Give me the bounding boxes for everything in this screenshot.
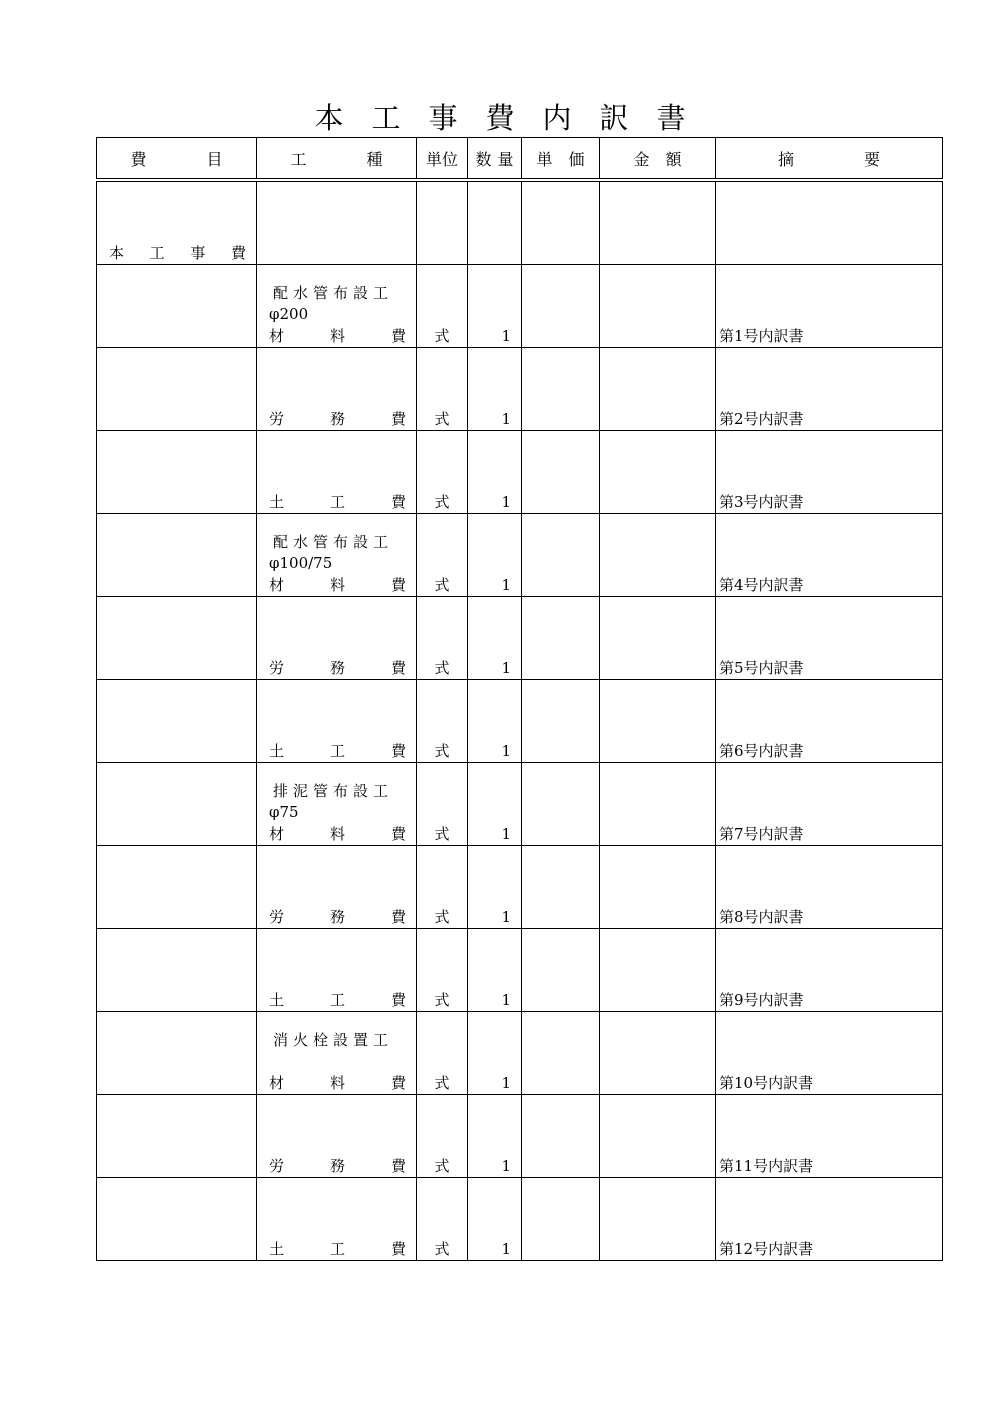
table-row — [97, 846, 943, 929]
cost-item-char: 費 — [390, 825, 406, 843]
cost-item-char: 費 — [390, 659, 406, 677]
note-value: 第8号内訳書 — [719, 908, 804, 926]
header-note-char: 要 — [864, 149, 881, 169]
cell-himoku — [97, 265, 257, 348]
table-header-row — [97, 138, 943, 181]
header-amount-char: 金 — [633, 149, 650, 169]
cell-note — [716, 514, 943, 597]
cost-item-char: 土 — [269, 742, 285, 760]
cost-item-char: 労 — [269, 659, 285, 677]
note-value: 第3号内訳書 — [719, 493, 804, 511]
cell-note — [716, 846, 943, 929]
cell-price — [522, 680, 600, 763]
unit-value: 式 — [434, 659, 450, 677]
cell-note — [716, 929, 943, 1012]
table-row-top — [97, 180, 943, 265]
table-body — [97, 265, 943, 1261]
cell-qty — [468, 846, 522, 929]
cost-item-char: 料 — [329, 327, 345, 345]
cell-unit — [417, 1178, 468, 1261]
header-price — [522, 138, 600, 181]
cost-item-char: 務 — [329, 908, 345, 926]
cell-kosyu — [257, 1095, 417, 1178]
cell-himoku — [97, 680, 257, 763]
cost-item — [257, 1072, 416, 1094]
cell-qty — [468, 1095, 522, 1178]
unit-value: 式 — [434, 825, 450, 843]
header-himoku — [97, 138, 257, 181]
pipe-diameter: φ75 — [269, 803, 299, 821]
cost-item — [257, 325, 416, 347]
cell-price — [522, 763, 600, 846]
cell-himoku — [97, 929, 257, 1012]
cost-item-char: 労 — [269, 410, 285, 428]
note-value: 第12号内訳書 — [719, 1240, 814, 1258]
note-value: 第7号内訳書 — [719, 825, 804, 843]
cell-himoku — [97, 514, 257, 597]
cell-unit — [417, 348, 468, 431]
quantity-value: 1 — [501, 659, 511, 677]
note-value: 第11号内訳書 — [719, 1157, 814, 1175]
himoku-char: 事 — [190, 244, 206, 262]
quantity-value: 1 — [501, 576, 511, 594]
cell-unit — [417, 763, 468, 846]
cost-item-char: 料 — [329, 825, 345, 843]
cell-price — [522, 597, 600, 680]
cost-item-char: 土 — [269, 991, 285, 1009]
cell-qty — [468, 929, 522, 1012]
unit-value: 式 — [434, 493, 450, 511]
cell-kosyu — [257, 597, 417, 680]
cell-price — [522, 846, 600, 929]
cell-unit — [417, 265, 468, 348]
cell-amount — [600, 348, 716, 431]
himoku-char: 本 — [109, 244, 125, 262]
cell-kosyu — [257, 431, 417, 514]
cell-kosyu — [257, 763, 417, 846]
cell-note — [716, 1012, 943, 1095]
table-row — [97, 1178, 943, 1261]
header-price-char: 単 — [536, 149, 553, 169]
table-row — [97, 597, 943, 680]
cost-item — [257, 740, 416, 762]
quantity-value: 1 — [501, 327, 511, 345]
document-title: 本工事費内訳書 — [314, 101, 714, 135]
header-kosyu-char: 種 — [366, 149, 383, 169]
header-amount-char: 額 — [665, 149, 682, 169]
table-row — [97, 929, 943, 1012]
cost-item-char: 費 — [390, 991, 406, 1009]
cell-kosyu — [257, 348, 417, 431]
note-value: 第5号内訳書 — [719, 659, 804, 677]
unit-value: 式 — [434, 1240, 450, 1258]
cell-note — [716, 680, 943, 763]
cell-unit — [417, 597, 468, 680]
cell-qty — [468, 1178, 522, 1261]
cell-price — [522, 929, 600, 1012]
cell-amount — [600, 514, 716, 597]
unit-value: 式 — [434, 327, 450, 345]
cell-himoku — [97, 1095, 257, 1178]
header-qty — [468, 138, 522, 181]
cost-item-char: 費 — [390, 908, 406, 926]
cost-item-char: 労 — [269, 908, 285, 926]
cell-note — [716, 180, 943, 265]
quantity-value: 1 — [501, 991, 511, 1009]
cost-item — [257, 906, 416, 928]
header-price-char: 価 — [568, 149, 585, 169]
unit-value: 式 — [434, 576, 450, 594]
cell-note — [716, 1178, 943, 1261]
pipe-diameter: φ200 — [269, 305, 309, 323]
cell-qty — [468, 348, 522, 431]
note-value: 第6号内訳書 — [719, 742, 804, 760]
cell-kosyu — [257, 1012, 417, 1095]
cost-item-char: 工 — [329, 493, 345, 511]
quantity-value: 1 — [501, 908, 511, 926]
quantity-value: 1 — [501, 742, 511, 760]
cell-amount — [600, 929, 716, 1012]
cell-note — [716, 1095, 943, 1178]
cell-price — [522, 1012, 600, 1095]
note-value: 第2号内訳書 — [719, 410, 804, 428]
header-note — [716, 138, 943, 181]
cell-qty — [468, 680, 522, 763]
cell-amount — [600, 1178, 716, 1261]
cost-item — [257, 657, 416, 679]
cost-item-char: 材 — [269, 825, 285, 843]
cell-himoku — [97, 180, 257, 265]
cost-item-char: 費 — [390, 410, 406, 428]
cell-kosyu — [257, 265, 417, 348]
himoku-char: 工 — [149, 244, 165, 262]
cell-amount — [600, 846, 716, 929]
table-row — [97, 763, 943, 846]
cell-kosyu — [257, 180, 417, 265]
pipe-diameter: φ100/75 — [269, 554, 333, 572]
unit-value: 式 — [434, 908, 450, 926]
cost-item-char: 工 — [329, 1240, 345, 1258]
cell-amount — [600, 680, 716, 763]
cost-item-char: 費 — [390, 576, 406, 594]
cell-himoku — [97, 431, 257, 514]
work-type-name: 配水管布設工 — [273, 284, 394, 302]
cost-item-char: 材 — [269, 1074, 285, 1092]
table-row — [97, 514, 943, 597]
cell-qty — [468, 431, 522, 514]
cost-item — [257, 1238, 416, 1260]
header-kosyu — [257, 138, 417, 181]
quantity-value: 1 — [501, 825, 511, 843]
cost-item — [257, 989, 416, 1011]
cost-item-char: 材 — [269, 576, 285, 594]
cost-item — [257, 823, 416, 845]
cost-item-char: 務 — [329, 659, 345, 677]
cost-item — [257, 1155, 416, 1177]
quantity-value: 1 — [501, 493, 511, 511]
cell-unit — [417, 431, 468, 514]
table-row — [97, 348, 943, 431]
cell-note — [716, 265, 943, 348]
cost-item-char: 費 — [390, 1240, 406, 1258]
table-row — [97, 1095, 943, 1178]
cost-item-char: 務 — [329, 410, 345, 428]
cost-item-char: 務 — [329, 1157, 345, 1175]
cost-item — [257, 408, 416, 430]
unit-value: 式 — [434, 742, 450, 760]
cell-qty — [468, 265, 522, 348]
cell-price — [522, 1178, 600, 1261]
cell-himoku — [97, 1012, 257, 1095]
pipe-diameter-blank — [257, 1051, 416, 1072]
breakdown-table — [96, 137, 943, 1261]
cell-himoku — [97, 846, 257, 929]
cell-qty — [468, 1012, 522, 1095]
cost-item-char: 材 — [269, 327, 285, 345]
header-unit: 単位 — [417, 138, 468, 181]
work-type-name: 配水管布設工 — [273, 533, 394, 551]
himoku-char: 費 — [230, 244, 246, 262]
header-amount — [600, 138, 716, 181]
cost-item-char: 費 — [390, 1074, 406, 1092]
cell-unit — [417, 1012, 468, 1095]
cell-qty — [468, 180, 522, 265]
cost-item-char: 土 — [269, 1240, 285, 1258]
note-value: 第10号内訳書 — [719, 1074, 814, 1092]
unit-value: 式 — [434, 1157, 450, 1175]
cell-himoku — [97, 348, 257, 431]
cell-himoku — [97, 597, 257, 680]
quantity-value: 1 — [501, 1157, 511, 1175]
note-value: 第4号内訳書 — [719, 576, 804, 594]
cell-kosyu — [257, 514, 417, 597]
table-row — [97, 265, 943, 348]
cell-kosyu — [257, 929, 417, 1012]
quantity-value: 1 — [501, 1240, 511, 1258]
cost-item-char: 費 — [390, 1157, 406, 1175]
cell-unit — [417, 1095, 468, 1178]
cell-unit — [417, 846, 468, 929]
cost-item — [257, 574, 416, 596]
cell-price — [522, 514, 600, 597]
cell-amount — [600, 763, 716, 846]
cell-price — [522, 348, 600, 431]
cell-note — [716, 431, 943, 514]
cell-himoku — [97, 763, 257, 846]
cost-item — [257, 491, 416, 513]
unit-value: 式 — [434, 1074, 450, 1092]
note-value: 第9号内訳書 — [719, 991, 804, 1009]
table-row — [97, 1012, 943, 1095]
cell-amount — [600, 597, 716, 680]
cell-amount — [600, 1095, 716, 1178]
quantity-value: 1 — [501, 410, 511, 428]
cost-item-char: 土 — [269, 493, 285, 511]
cost-item-char: 労 — [269, 1157, 285, 1175]
cost-item-char: 料 — [329, 1074, 345, 1092]
table-row — [97, 680, 943, 763]
quantity-value: 1 — [501, 1074, 511, 1092]
cell-note — [716, 763, 943, 846]
cost-item-char: 工 — [329, 991, 345, 1009]
note-value: 第1号内訳書 — [719, 327, 804, 345]
header-himoku-char: 目 — [206, 149, 223, 169]
cell-price — [522, 180, 600, 265]
cell-amount — [600, 265, 716, 348]
cell-price — [522, 1095, 600, 1178]
header-qty-char: 量 — [497, 149, 514, 169]
cell-unit — [417, 514, 468, 597]
cost-item-char: 料 — [329, 576, 345, 594]
cell-amount — [600, 1012, 716, 1095]
cell-amount — [600, 180, 716, 265]
cell-note — [716, 348, 943, 431]
work-type-name: 排泥管布設工 — [273, 782, 394, 800]
cell-note — [716, 597, 943, 680]
cost-item-char: 費 — [390, 493, 406, 511]
cell-kosyu — [257, 846, 417, 929]
cell-kosyu — [257, 1178, 417, 1261]
cost-item-char: 工 — [329, 742, 345, 760]
header-kosyu-char: 工 — [290, 149, 307, 169]
table-row — [97, 431, 943, 514]
cell-unit — [417, 929, 468, 1012]
cell-amount — [600, 431, 716, 514]
cell-unit — [417, 680, 468, 763]
header-qty-char: 数 — [475, 149, 492, 169]
cost-item-char: 費 — [390, 742, 406, 760]
cell-unit — [417, 180, 468, 265]
cell-qty — [468, 763, 522, 846]
unit-value: 式 — [434, 410, 450, 428]
cell-price — [522, 265, 600, 348]
cost-item-char: 費 — [390, 327, 406, 345]
cell-himoku — [97, 1178, 257, 1261]
cell-qty — [468, 597, 522, 680]
work-type-name: 消火栓設置工 — [273, 1031, 394, 1049]
header-himoku-char: 費 — [130, 149, 147, 169]
cell-kosyu — [257, 680, 417, 763]
cell-qty — [468, 514, 522, 597]
unit-value: 式 — [434, 991, 450, 1009]
header-note-char: 摘 — [777, 149, 794, 169]
cell-price — [522, 431, 600, 514]
